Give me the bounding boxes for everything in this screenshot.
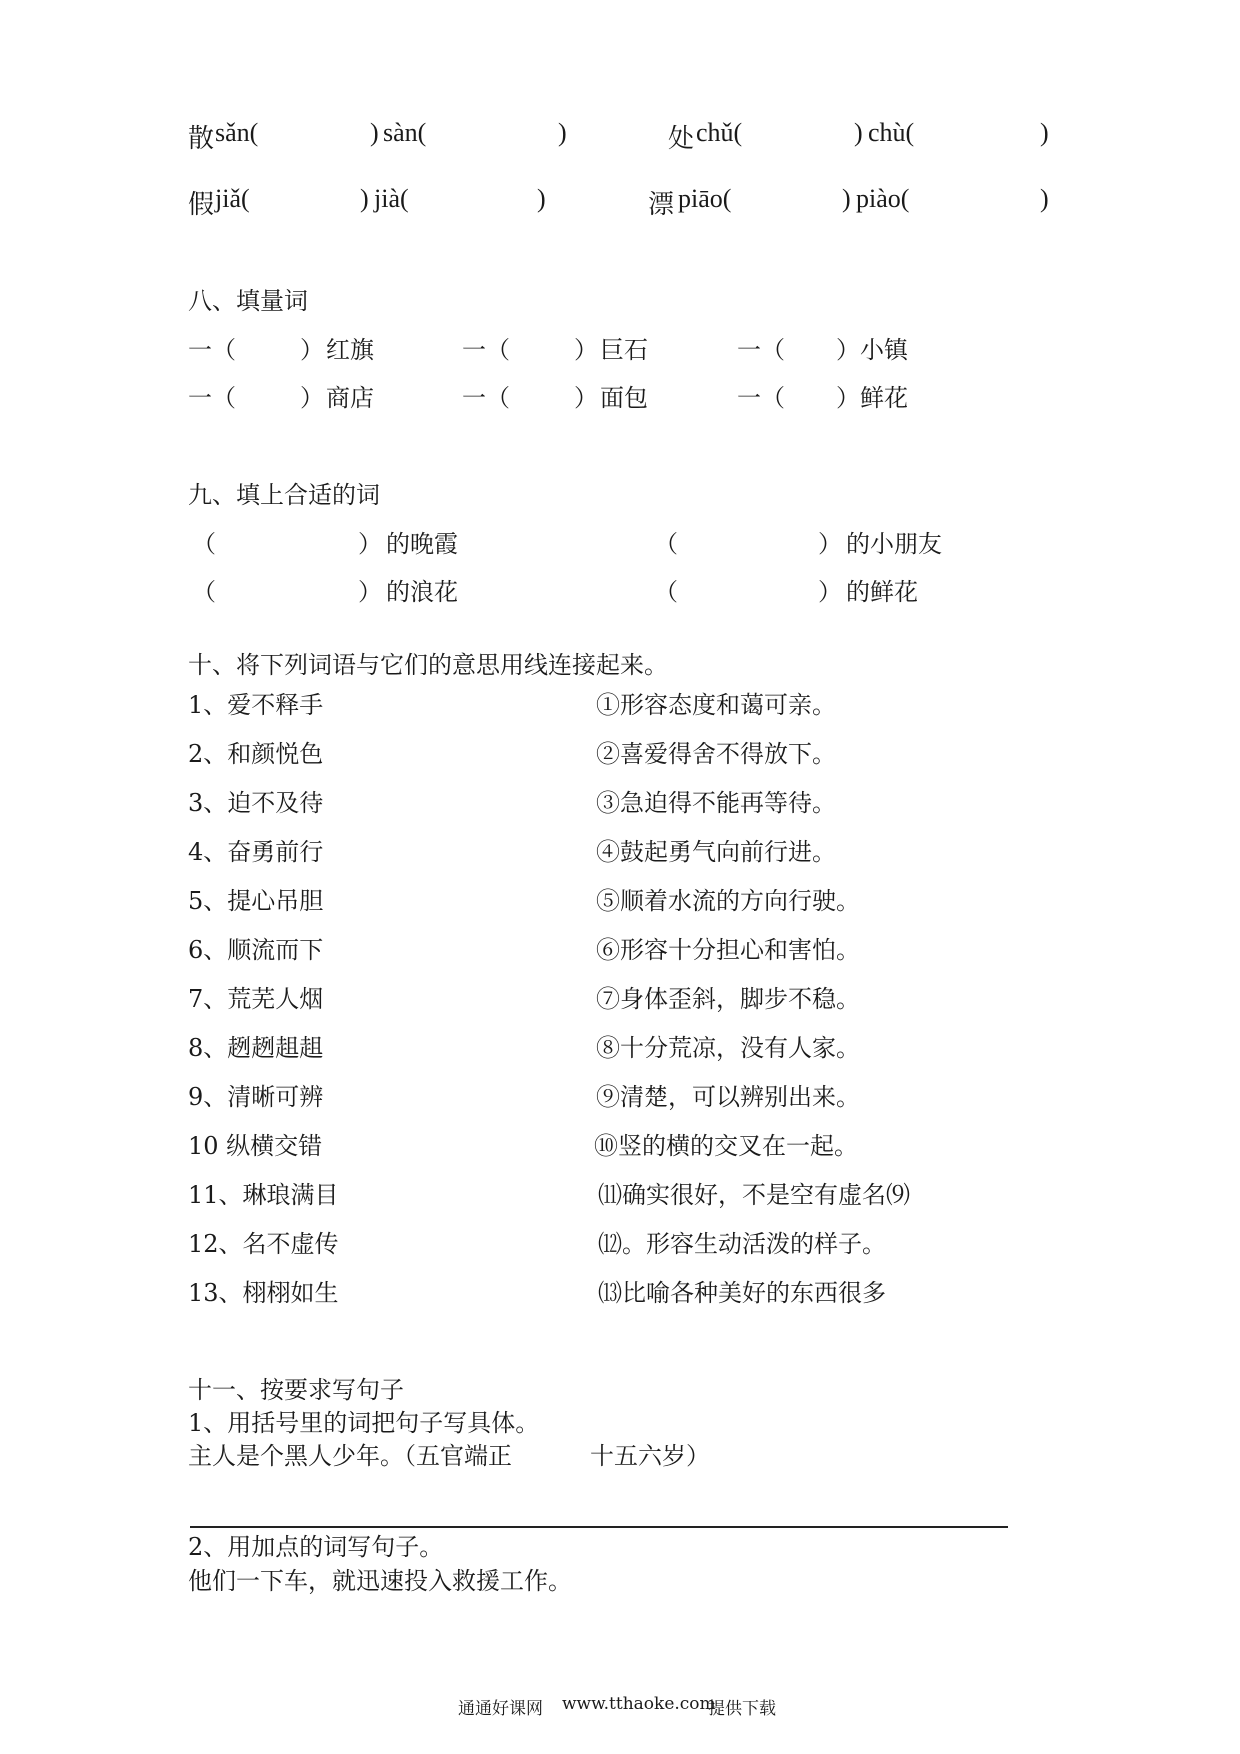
pinyin-option: sǎn(: [215, 118, 259, 147]
section-heading: 八、填量词: [188, 287, 308, 315]
answer-line: [190, 1526, 1008, 1528]
footer-suffix: 提供下载: [708, 1699, 776, 1719]
measure-noun: 鲜花: [860, 384, 908, 412]
polyphone-char: 假: [188, 190, 215, 219]
pinyin-option: jià(: [374, 184, 409, 213]
question-sentence: 主人是个黑人少年。（五官端正: [188, 1442, 512, 1470]
idiom-meaning: ⑾确实很好，不是空有虚名⑼: [598, 1181, 910, 1209]
pinyin-option: sàn(: [383, 118, 427, 147]
question-sentence: 他们一下车，就迅速投入救援工作。: [188, 1567, 572, 1595]
blank-close: ）: [300, 384, 324, 412]
question-prompt: 1、用括号里的词把句子写具体。: [188, 1409, 540, 1437]
footer-url[interactable]: www.tthaoke.com: [562, 1694, 716, 1714]
idiom-meaning: ⑩竖的横的交叉在一起。: [594, 1132, 858, 1160]
idiom-word: 4、奋勇前行: [188, 838, 324, 866]
section-heading: 十、将下列词语与它们的意思用线连接起来。: [188, 651, 668, 679]
blank-close: ）: [300, 336, 324, 364]
idiom-word: 8、趔趔趄趄: [188, 1034, 324, 1062]
blank-open: （: [192, 530, 216, 558]
question-word: 十五六岁）: [590, 1442, 710, 1470]
measure-noun: 巨石: [600, 336, 648, 364]
idiom-word: 10 纵横交错: [188, 1132, 323, 1160]
blank-open: （: [654, 578, 678, 606]
blank-close: ): [854, 118, 863, 147]
idiom-meaning: ④鼓起勇气向前行进。: [596, 838, 836, 866]
blank-close: ): [360, 184, 369, 213]
idiom-word: 7、荒芜人烟: [188, 985, 324, 1013]
blank-close: ）: [836, 336, 860, 364]
pinyin-option: piāo(: [678, 184, 732, 213]
pinyin-option: piào(: [856, 184, 910, 213]
measure-noun: 红旗: [326, 336, 374, 364]
idiom-meaning: ⑦身体歪斜，脚步不稳。: [596, 985, 860, 1013]
blank-close: ）: [836, 384, 860, 412]
pinyin-option: jiǎ(: [215, 184, 250, 213]
blank-open: 一（: [188, 384, 236, 412]
idiom-meaning: ⑧十分荒凉，没有人家。: [596, 1034, 860, 1062]
idiom-meaning: ③急迫得不能再等待。: [596, 789, 836, 817]
blank-close: ）: [358, 530, 382, 558]
blank-close: ): [537, 184, 546, 213]
blank-open: （: [654, 530, 678, 558]
measure-noun: 小镇: [860, 336, 908, 364]
blank-close: ）: [574, 336, 598, 364]
blank-close: ）: [358, 578, 382, 606]
idiom-word: 11、琳琅满目: [188, 1181, 339, 1209]
phrase-tail: 的鲜花: [846, 578, 918, 606]
idiom-meaning: ⑿。形容生动活泼的样子。: [598, 1230, 886, 1258]
blank-close: ): [370, 118, 379, 147]
idiom-meaning: ⑨清楚，可以辨别出来。: [596, 1083, 860, 1111]
section-heading: 十一、按要求写句子: [188, 1376, 404, 1404]
blank-close: ）: [818, 530, 842, 558]
blank-close: ): [1040, 118, 1049, 147]
polyphone-char: 漂: [648, 190, 675, 219]
pinyin-option: chù(: [868, 118, 915, 147]
polyphone-char: 处: [668, 124, 695, 153]
idiom-word: 1、爱不释手: [188, 691, 324, 719]
idiom-word: 13、栩栩如生: [188, 1279, 339, 1307]
blank-close: ): [1040, 184, 1049, 213]
polyphone-char: 散: [188, 124, 215, 153]
blank-close: ): [842, 184, 851, 213]
blank-close: ）: [818, 578, 842, 606]
blank-close: ）: [574, 384, 598, 412]
idiom-meaning: ⑤顺着水流的方向行驶。: [596, 887, 860, 915]
idiom-meaning: ⒀比喻各种美好的东西很多: [598, 1279, 886, 1307]
blank-open: 一（: [737, 336, 785, 364]
idiom-word: 2、和颜悦色: [188, 740, 324, 768]
idiom-meaning: ①形容态度和蔼可亲。: [596, 691, 836, 719]
question-prompt: 2、用加点的词写句子。: [188, 1533, 444, 1561]
idiom-word: 12、名不虚传: [188, 1230, 339, 1258]
idiom-word: 3、迫不及待: [188, 789, 324, 817]
measure-noun: 面包: [600, 384, 648, 412]
phrase-tail: 的小朋友: [846, 530, 942, 558]
blank-open: 一（: [462, 384, 510, 412]
pinyin-option: chǔ(: [696, 118, 743, 147]
idiom-meaning: ⑥形容十分担心和害怕。: [596, 936, 860, 964]
idiom-word: 5、提心吊胆: [188, 887, 324, 915]
blank-open: 一（: [188, 336, 236, 364]
blank-open: 一（: [737, 384, 785, 412]
idiom-word: 9、清晰可辨: [188, 1083, 324, 1111]
idiom-word: 6、顺流而下: [188, 936, 324, 964]
phrase-tail: 的浪花: [386, 578, 458, 606]
phrase-tail: 的晚霞: [386, 530, 458, 558]
idiom-meaning: ②喜爱得舍不得放下。: [596, 740, 836, 768]
measure-noun: 商店: [326, 384, 374, 412]
blank-open: （: [192, 578, 216, 606]
footer-site: 通通好课网: [458, 1699, 543, 1719]
section-heading: 九、填上合适的词: [188, 481, 380, 509]
blank-close: ): [558, 118, 567, 147]
blank-open: 一（: [462, 336, 510, 364]
